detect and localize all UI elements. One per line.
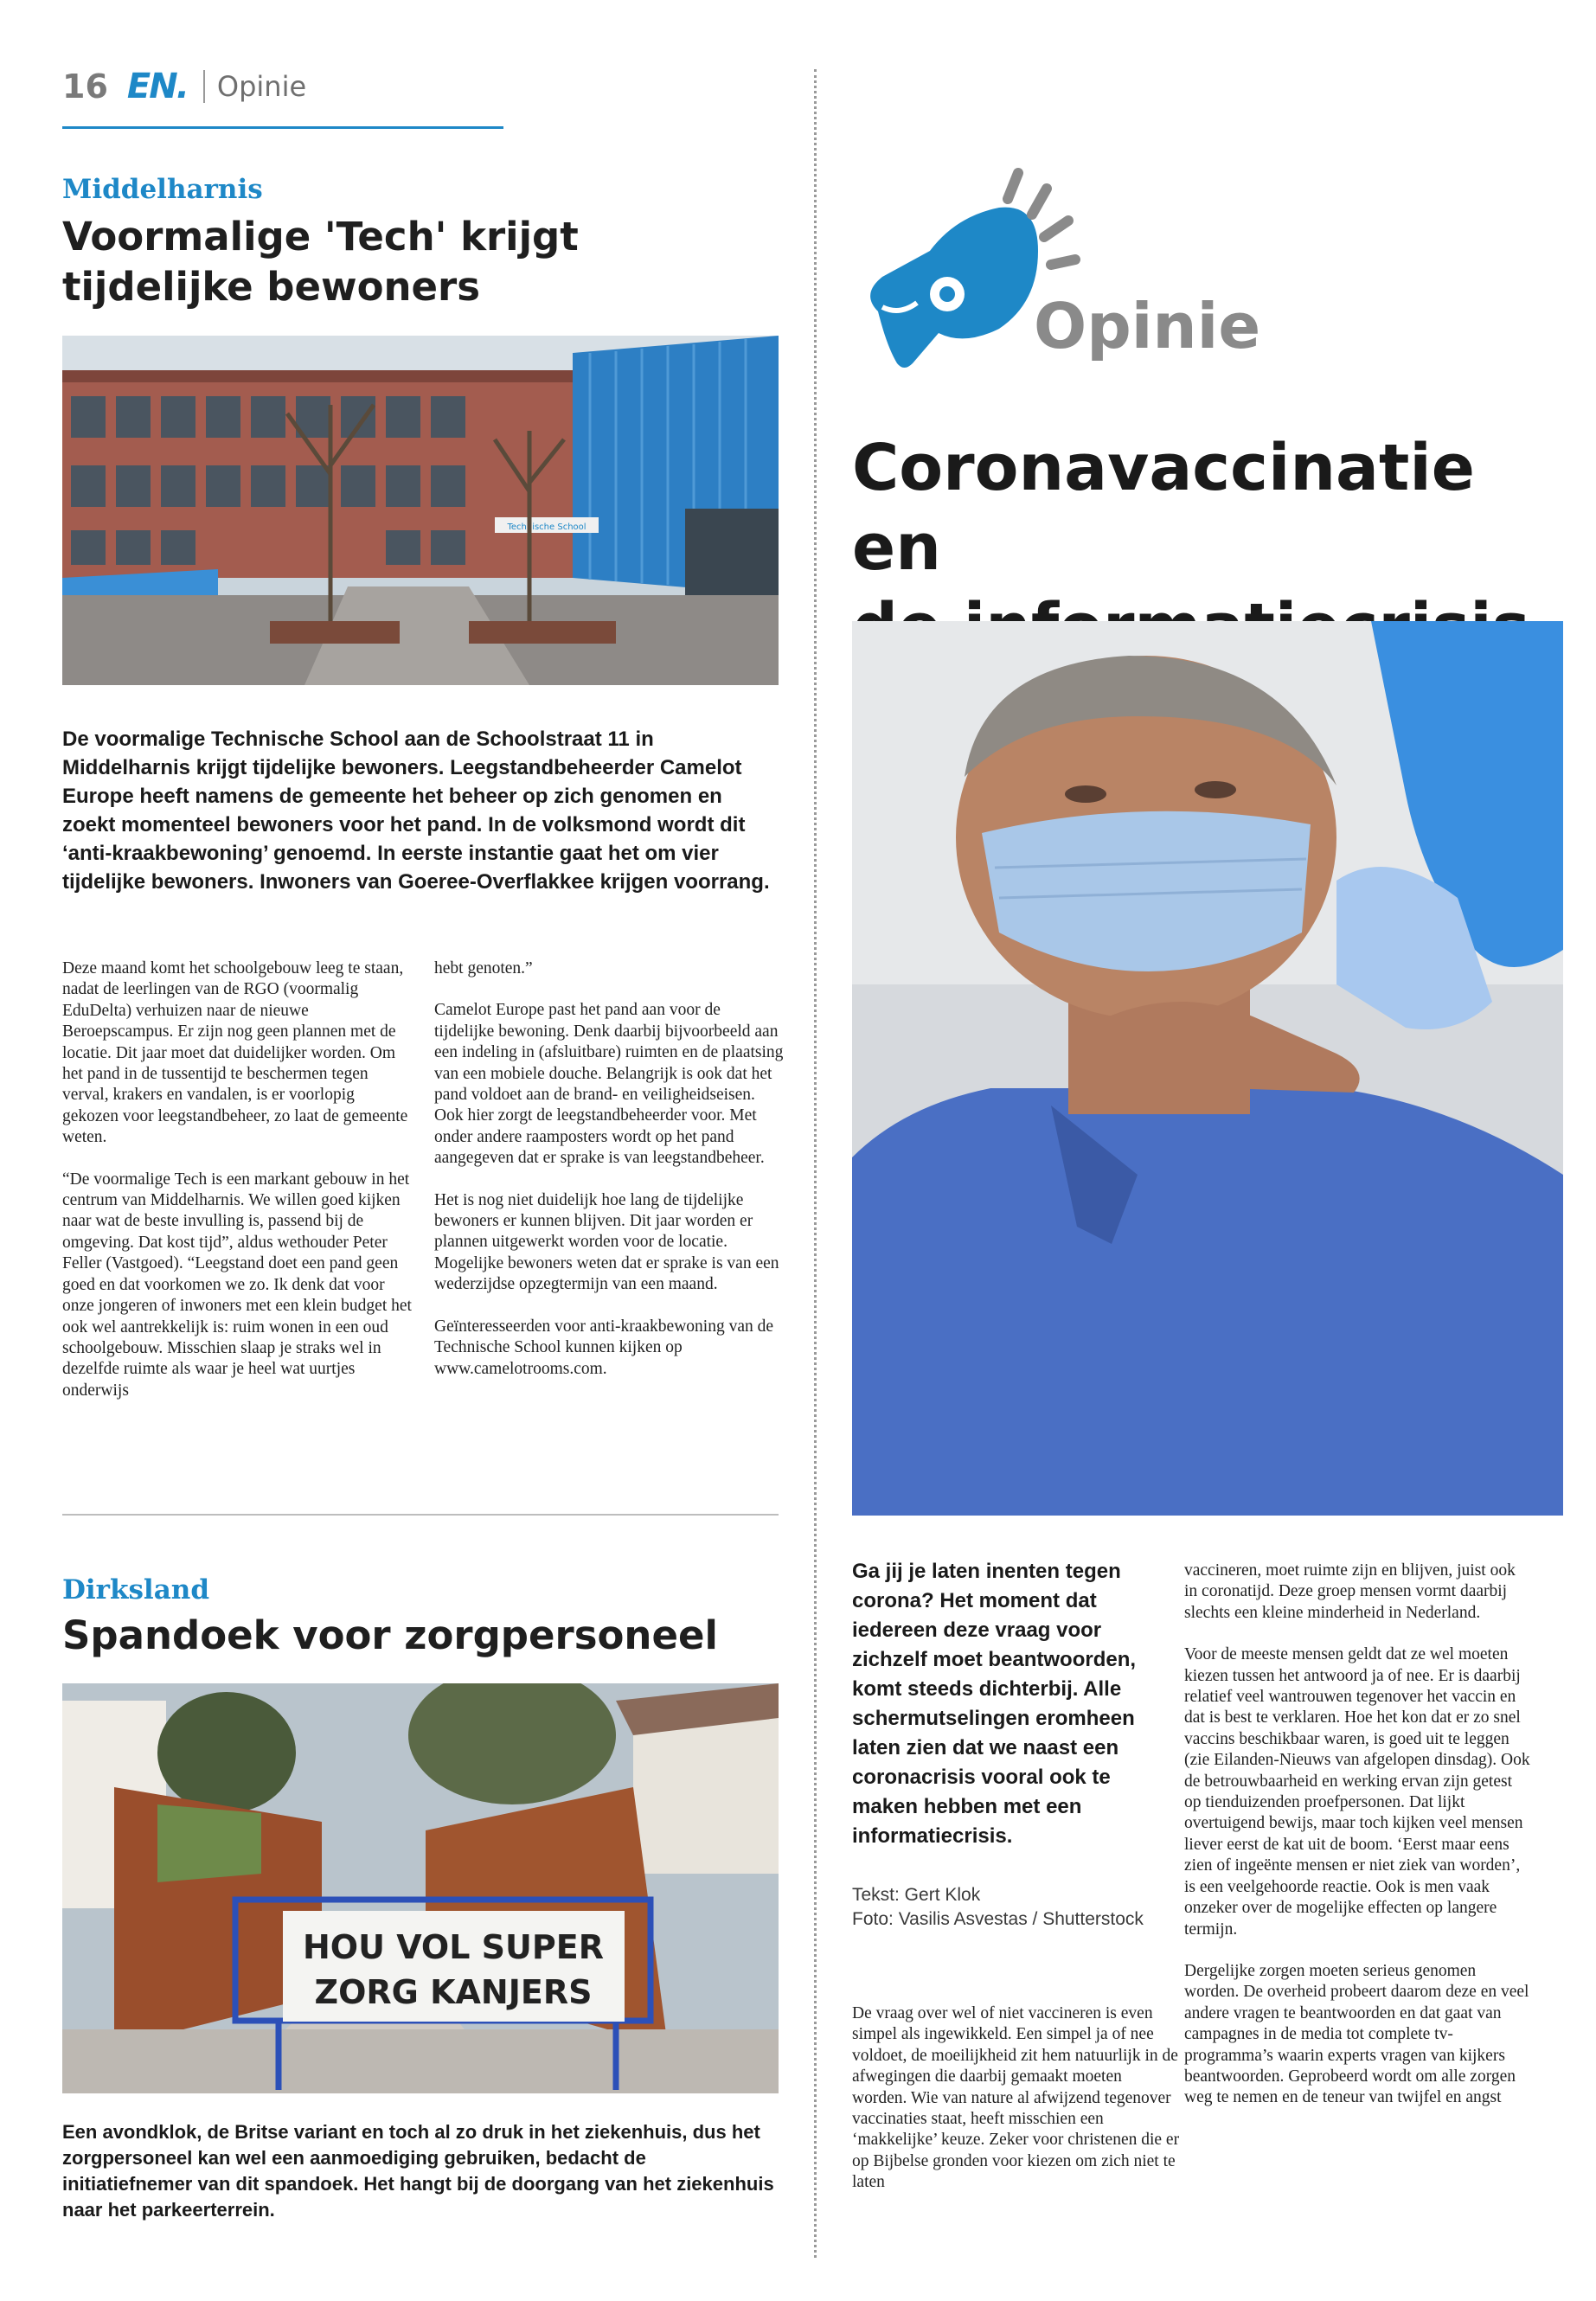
header-separator bbox=[203, 70, 205, 103]
article1-headline-line2: tijdelijke bewoners bbox=[62, 264, 481, 310]
page-header bbox=[62, 61, 306, 112]
opinion-lead: Ga jij je laten inenten tegen corona? Het moment dat iedereen deze vraag voor zichzelf moet beantwoorden, komt steeds dichterbij. Alle schermutselingen eromheen laten zien dat we naast een coronacrisis vooral ook te maken hebben met een informatiecrisis. bbox=[852, 1560, 1137, 1848]
article2-caption: Een avondklok, de Britse variant en toch al zo druk in het ziekenhuis, dus het zorgpersoneel kan wel een aanmoediging gebruiken, bedacht de initiatiefnemer van dit spandoek. Het hangt bij de doorgang van het ziekenhuis naar het parkeerterrein. bbox=[62, 2121, 774, 2221]
article1-kicker: Middelharnis bbox=[62, 174, 263, 205]
article1-photo bbox=[62, 336, 779, 685]
banner-photo bbox=[62, 1683, 779, 2093]
building-sign: Technische School bbox=[507, 522, 586, 532]
opinion-paragraph: Dergelijke zorgen moeten serieus genomen worden. De overheid probeert daarom deze en veel andere vragen te beantwoorden en dat gaat van campagnes in de media tot complete tv-programma’s waarin experts vragen van kijkers beantwoorden. Geprobeerd wordt om alle zorgen weg te nemen en de teneur van twijfel en angst bbox=[1184, 1961, 1529, 2107]
opinion-column1 bbox=[852, 2003, 1181, 2214]
article1-paragraph: Geïnteresseerden voor anti-kraakbewoning van de Technische School kunnen kijken op www.camelotrooms.com. bbox=[434, 1317, 774, 1378]
section-name[interactable]: Opinie bbox=[216, 70, 307, 103]
article1-lead: De voormalige Technische School aan de Schoolstraat 11 in Middelharnis krijgt tijdelijke bewoners. Leegstandbeheerder Camelot Europe heeft namens de gemeente het beheer op zich genomen en zoekt momenteel bewoners voor het pand. In de volksmond wordt dit ‘anti-kraakbewoning’ genoemd. In eerste instantie gaat het om vier tijdelijke bewoners. Inwoners van Goeree-Overflakkee krijgen voorrang. bbox=[62, 727, 770, 894]
vaccination-photo bbox=[852, 621, 1563, 1516]
article1-paragraph: Het is nog niet duidelijk hoe lang de tijdelijke bewoners er kunnen blijven. Dit jaar worden er plannen uitgewerkt worden voor de locatie. Mogelijke bewoners weten dat er sprake is van een wederzijdse opzegtermijn van een maand. bbox=[434, 1190, 779, 1294]
article2-kicker: Dirksland bbox=[62, 1574, 210, 1606]
header-rule bbox=[62, 126, 503, 129]
article1-paragraph: Deze maand komt het schoolgebouw leeg te staan, nadat de leerlingen van de RGO (voormalig EduDelta) verhuizen naar de nieuwe Beroepscampus. Er zijn nog geen plannen met de locatie. Dit jaar moet dat duidelijker worden. Om het pand in de tussentijd te beschermen tegen verval, krakers en vandalen, is er voorlopig gekozen voor leegstandbeheer, zo laat de gemeente weten. bbox=[62, 959, 408, 1147]
article1-headline-line1: Voormalige 'Tech' krijgt bbox=[62, 214, 579, 260]
school-building-photo bbox=[62, 336, 779, 685]
article1-column1 bbox=[62, 958, 413, 1422]
banner-line1: HOU VOL SUPER bbox=[303, 1928, 604, 1966]
article1-paragraph: Camelot Europe past het pand aan voor de tijdelijke bewoning. Denk daarbij bijvoorbeeld aan een indeling in (afsluitbare) ruimten en de plaatsing van een mobiele douche. Belangrijk is ook dat het pand voldoet aan de brand- en veiligheidseisen. Ook hier zorgt de leegstandbeheerder voor. Met onder andere raamposters wordt op het pand aangegeven dat er sprake is van leegstandbeheer. bbox=[434, 1001, 784, 1168]
page-number: 16 bbox=[62, 67, 108, 106]
opinion-column2 bbox=[1184, 1561, 1530, 2130]
article2-photo bbox=[62, 1683, 779, 2093]
article2-headline[interactable]: Spandoek voor zorgpersoneel bbox=[62, 1612, 718, 1658]
article1-column2 bbox=[434, 958, 785, 1400]
banner-line2: ZORG KANJERS bbox=[314, 1973, 593, 2011]
vaccination-image bbox=[852, 621, 1563, 1516]
article1-paragraph: “De voormalige Tech is een markant gebouw in het centrum van Middelharnis. We willen goed kijken naar wat de beste invulling is, passend bij de omgeving. Dat kost tijd”, aldus wethouder Peter Feller (Vastgoed). “Leegstand doet een pand geen goed en dat voorkomen we zo. Ik denk dat voor onze jongeren of inwoners met een klein budget het ook wel aantrekkelijk is: ruim wonen in een oud schoolgebouw. Misschien slaap je straks wel in dezelfde ruimte als waar je heel wat uurtjes onderwijs bbox=[62, 1170, 412, 1400]
credit-text: Tekst: Gert Klok bbox=[852, 1885, 981, 1905]
article-separator bbox=[62, 1514, 779, 1516]
opinion-credits bbox=[852, 1883, 1181, 1932]
column-divider bbox=[814, 69, 817, 2258]
credit-photo: Foto: Vasilis Asvestas / Shutterstock bbox=[852, 1909, 1144, 1929]
opinion-paragraph: vaccineren, moet ruimte zijn en blijven, juist ook in coronatijd. Deze groep mensen vormt daarbij slechts een kleine minderheid in Nederland. bbox=[1184, 1561, 1516, 1622]
opinion-paragraph: De vraag over wel of niet vaccineren is even simpel als ingewikkeld. Een simpel ja of nee voldoet, de moeilijkheid zit hem natuurlijk in de afwegingen die daarbij gemaakt moeten worden. Wie van nature al afwijzend tegenover vaccinaties staat, heeft misschien een ‘makkelijke’ keuze. Zeker voor christenen die er op Bijbelse gronden voor kiezen om zich niet te laten bbox=[852, 2004, 1180, 2192]
opinie-label: Opinie bbox=[1034, 290, 1261, 362]
opinion-paragraph: Voor de meeste mensen geldt dat ze wel moeten kiezen tussen het antwoord ja of nee. Er is daarbij relatief veel wantrouwen tegenover het vaccin en dat is best te verklaren. Hoe het kon dat er zo snel vaccins beschikbaar waren, is goed uit te leggen (zie Eilanden-Nieuws van afgelopen dinsdag). Ook de betrouwbaarheid en werking ervan zijn getest op tienduizenden proefpersonen. Dat lijkt overtuigend bewijs, maar toch kijken veel mensen liever eerst de kat uit de boom. ‘Eerst maar eens zien of ingeënte mensen er niet ziek van worden’, is een veelgehoorde reactie. Ook is men vaak onzeker over de mogelijke effecten op langere termijn. bbox=[1184, 1645, 1530, 1939]
article1-headline[interactable] bbox=[62, 212, 772, 312]
opinion-title-line1: Coronavaccinatie en bbox=[852, 431, 1475, 585]
article1-paragraph: hebt genoten.” bbox=[434, 959, 533, 977]
newspaper-logo[interactable]: EN. bbox=[126, 67, 188, 106]
